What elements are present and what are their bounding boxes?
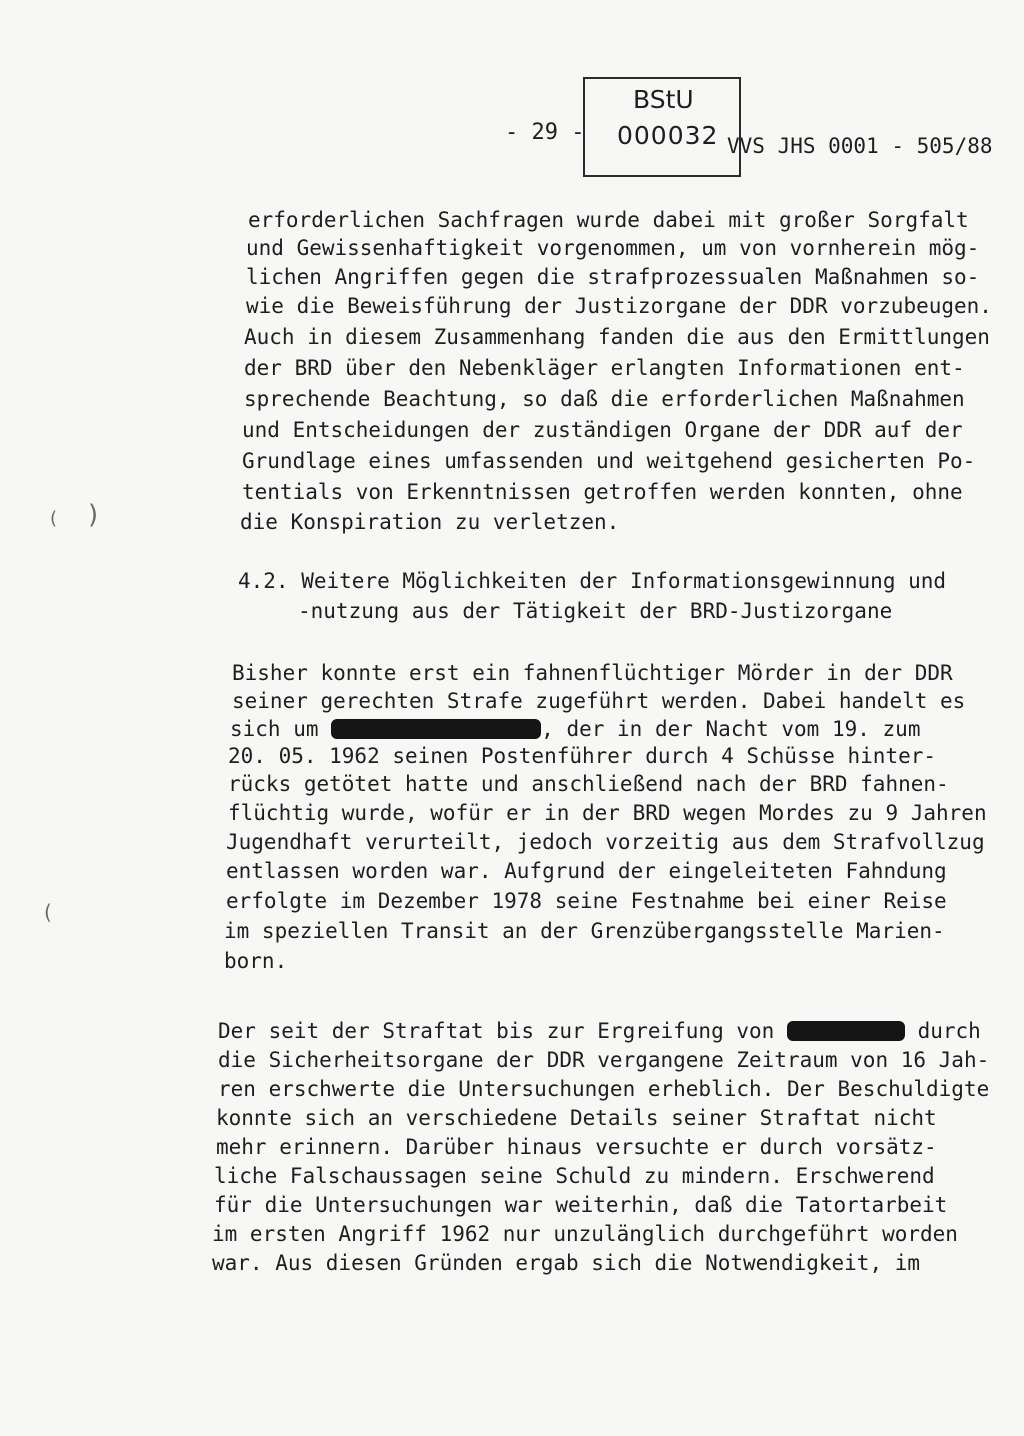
text-line: Auch in diesem Zusammenhang fanden die aus den Ermittlungen <box>244 325 990 349</box>
text-line: sprechende Beachtung, so daß die erforderlichen Maßnahmen <box>244 387 965 411</box>
text-line: und Gewissenhaftigkeit vorgenommen, um von vornherein mög- <box>246 236 980 260</box>
punch-hole-mark: ) <box>88 500 99 530</box>
text-line: konnte sich an verschiedene Details seiner Straftat nicht <box>216 1106 937 1130</box>
text-line: liche Falschaussagen seine Schuld zu mindern. Erschwerend <box>214 1164 935 1188</box>
text-line: 20. 05. 1962 seinen Postenführer durch 4 Schüsse hinter- <box>228 744 937 768</box>
text-line: tentials von Erkenntnissen getroffen werden konnten, ohne <box>242 480 963 504</box>
text-line: mehr erinnern. Darüber hinaus versuchte er durch vorsätz- <box>216 1135 937 1159</box>
text-fragment: durch <box>917 1019 981 1043</box>
text-line <box>230 716 920 742</box>
section-title-line-2: -nutzung aus der Tätigkeit der BRD-Justizorgane <box>298 599 893 623</box>
punch-hole-mark: ( <box>50 508 58 529</box>
text-fragment: , der in der Nacht vom 19. zum <box>541 717 921 741</box>
text-line: flüchtig wurde, wofür er in der BRD wegen Mordes zu 9 Jahren <box>228 801 987 825</box>
text-line: wie die Beweisführung der Justizorgane der DDR vorzubeugen. <box>246 294 992 318</box>
stamp-label: BStU <box>633 85 694 114</box>
text-line: rücks getötet hatte und anschließend nach der BRD fahnen- <box>228 772 949 796</box>
text-line: im ersten Angriff 1962 nur unzulänglich durchgeführt worden <box>212 1222 958 1246</box>
text-line: die Konspiration zu verletzen. <box>240 510 620 534</box>
text-line: lichen Angriffen gegen die strafprozessualen Maßnahmen so- <box>246 265 980 289</box>
text-fragment: sich um <box>230 717 319 741</box>
text-line: der BRD über den Nebenkläger erlangten Informationen ent- <box>244 356 965 380</box>
text-line: ren erschwerte die Untersuchungen erheblich. Der Beschuldigte <box>218 1077 990 1101</box>
text-line: Bisher konnte erst ein fahnenflüchtiger Mörder in der DDR <box>232 661 953 685</box>
document-reference: VVS JHS 0001 - 505/88 <box>727 134 993 158</box>
punch-hole-mark: ( <box>44 900 52 924</box>
text-line: seiner gerechten Strafe zugeführt werden. Dabei handelt es <box>232 689 966 713</box>
section-number: 4.2. <box>238 569 289 593</box>
archive-stamp <box>583 77 741 177</box>
text-line: im speziellen Transit an der Grenzübergangsstelle Marien- <box>224 919 945 943</box>
text-line: erfolgte im Dezember 1978 seine Festnahme bei einer Reise <box>226 889 947 913</box>
stamp-number: 000032 <box>617 121 719 150</box>
page-number: - 29 - <box>505 120 585 145</box>
section-heading <box>238 568 946 594</box>
text-line <box>218 1018 981 1044</box>
text-line: entlassen worden war. Aufgrund der eingeleiteten Fahndung <box>226 859 947 883</box>
text-line: die Sicherheitsorgane der DDR vergangene Zeitraum von 16 Jah- <box>218 1048 990 1072</box>
text-line: Grundlage eines umfassenden und weitgehend gesicherten Po- <box>242 449 976 473</box>
section-title-line-1: Weitere Möglichkeiten der Informationsgewinnung und <box>301 569 947 593</box>
text-fragment: Der seit der Straftat bis zur Ergreifung von <box>218 1019 775 1043</box>
text-line: erforderlichen Sachfragen wurde dabei mit großer Sorgfalt <box>248 208 969 232</box>
text-line: und Entscheidungen der zuständigen Organe der DDR auf der <box>242 418 963 442</box>
text-line: war. Aus diesen Gründen ergab sich die Notwendigkeit, im <box>212 1251 921 1275</box>
text-line: born. <box>224 949 288 973</box>
redaction-bar <box>787 1021 905 1041</box>
redaction-bar <box>331 719 541 739</box>
text-line: Jugendhaft verurteilt, jedoch vorzeitig aus dem Strafvollzug <box>226 830 985 854</box>
text-line: für die Untersuchungen war weiterhin, daß die Tatortarbeit <box>214 1193 948 1217</box>
